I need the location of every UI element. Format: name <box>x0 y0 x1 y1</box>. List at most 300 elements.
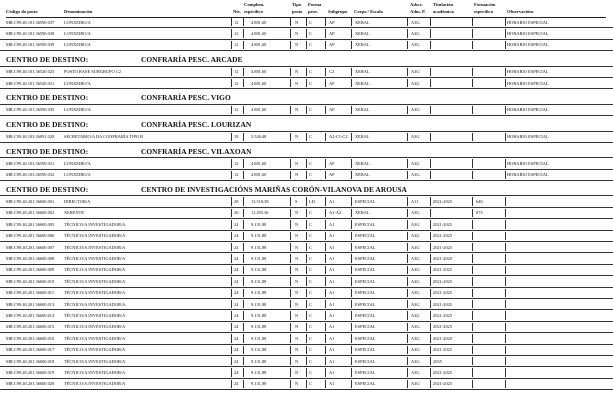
column-divider <box>290 266 291 274</box>
column-divider <box>505 68 506 76</box>
complemento-cell: 9.131,88 <box>251 312 267 318</box>
column-divider <box>231 29 232 37</box>
column-divider <box>472 311 473 319</box>
column-divider <box>325 171 326 179</box>
column-divider <box>430 68 431 76</box>
column-divider <box>290 254 291 262</box>
column-divider <box>306 232 307 240</box>
column-divider <box>505 346 506 354</box>
nivel-cell: 24 <box>234 347 239 353</box>
nivel-cell: 12 <box>234 160 239 166</box>
tipo-cell: N <box>295 324 299 330</box>
column-divider <box>306 243 307 251</box>
column-divider <box>407 29 408 37</box>
column-divider <box>306 323 307 331</box>
column-divider <box>243 346 244 354</box>
corpo-cell: XERAL <box>355 134 370 140</box>
codigo-cell: MR.C99.40.201.36600.011 <box>6 290 55 296</box>
column-divider <box>290 323 291 331</box>
column-divider <box>325 159 326 167</box>
column-divider <box>472 300 473 308</box>
tipo-cell: N <box>295 233 299 239</box>
column-divider <box>306 133 307 141</box>
adscr-cell: A3G <box>411 301 420 307</box>
denominacion-cell: LONXEIRO/A <box>64 42 91 48</box>
column-divider <box>306 357 307 365</box>
column-divider <box>505 18 506 26</box>
column-divider <box>290 380 291 388</box>
codigo-cell: MR.C99.40.101.36520.031 <box>6 80 55 86</box>
column-divider <box>243 68 244 76</box>
column-divider <box>351 68 352 76</box>
column-divider <box>325 368 326 376</box>
forma-cell: LD <box>309 199 315 205</box>
column-divider <box>351 41 352 49</box>
observacions-cell: HORARIO ESPECIAL <box>507 134 549 140</box>
destination-section <box>0 89 613 104</box>
column-divider <box>430 266 431 274</box>
adscr-cell: A3G <box>411 19 420 25</box>
column-divider <box>430 197 431 205</box>
subgrupo-cell: A1 <box>329 278 335 284</box>
column-divider <box>325 243 326 251</box>
column-divider <box>243 171 244 179</box>
column-divider <box>505 79 506 87</box>
observacions-cell: HORARIO ESPECIAL <box>507 107 549 113</box>
column-divider <box>290 29 291 37</box>
table-row <box>0 17 613 28</box>
nivel-cell: 12 <box>234 172 239 178</box>
denominacion-cell: TÉCNICO/A INVESTIGADOR/A <box>64 335 126 341</box>
header-nivel: Nív. <box>233 8 241 14</box>
column-divider <box>243 106 244 114</box>
adscr-cell: A3G <box>411 347 420 353</box>
forma-cell: C <box>309 134 312 140</box>
destination-name: CONFRARÍA PESC. LOURIZAN <box>141 120 252 130</box>
nivel-cell: 26 <box>234 210 239 216</box>
column-divider <box>351 232 352 240</box>
column-divider <box>430 334 431 342</box>
titulacion-cell: 2021-2025 <box>433 221 453 227</box>
titulacion-cell: 2021-2025 <box>433 244 453 250</box>
forma-cell: C <box>309 210 312 216</box>
corpo-cell: ESPECIAL <box>355 290 376 296</box>
codigo-cell: MR.C99.40.201.36600.014 <box>6 312 55 318</box>
column-divider <box>325 346 326 354</box>
forma-cell: C <box>309 69 312 75</box>
destination-name: CENTRO DE INVESTIGACIÓNS MARIÑAS CORÓN-VILANOVA DE AROUSA <box>141 185 407 195</box>
header-titulacion-2: académica <box>433 8 454 14</box>
column-divider <box>430 243 431 251</box>
destination-section <box>0 51 613 66</box>
subgrupo-cell: A1 <box>329 221 335 227</box>
header-complemento-1: Complem. <box>244 2 265 7</box>
column-divider <box>306 209 307 217</box>
titulacion-cell: 2021-2025 <box>433 335 453 341</box>
tipo-cell: N <box>295 312 299 318</box>
column-divider <box>325 357 326 365</box>
column-divider <box>290 220 291 228</box>
column-divider <box>231 254 232 262</box>
column-divider <box>351 106 352 114</box>
column-divider <box>243 368 244 376</box>
table-row <box>0 253 613 264</box>
codigo-cell: MR.C99.40.201.36600.005 <box>6 221 55 227</box>
corpo-cell: XERAL <box>355 80 370 86</box>
codigo-cell: MR.C99.40.201.36600.001 <box>6 199 55 205</box>
column-divider <box>231 68 232 76</box>
column-divider <box>325 232 326 240</box>
subgrupo-cell: AP <box>329 80 335 86</box>
column-divider <box>231 18 232 26</box>
column-divider <box>407 68 408 76</box>
header-corpo: Corpo / Escala <box>354 8 383 14</box>
column-divider <box>505 368 506 376</box>
table-body <box>0 17 613 390</box>
table-row <box>0 40 613 51</box>
nivel-cell: 24 <box>234 312 239 318</box>
column-divider <box>351 289 352 297</box>
column-divider <box>407 220 408 228</box>
corpo-cell: ESPECIAL <box>355 381 376 387</box>
forma-cell: C <box>309 244 312 250</box>
column-divider <box>243 266 244 274</box>
subgrupo-cell: A1 <box>329 290 335 296</box>
corpo-cell: ESPECIAL <box>355 221 376 227</box>
forma-cell: C <box>309 42 312 48</box>
adscr-cell: A3G <box>411 221 420 227</box>
codigo-cell: MR.C99.40.101.36590.037 <box>6 19 55 25</box>
column-divider <box>505 133 506 141</box>
adscr-cell: A3G <box>411 324 420 330</box>
column-divider <box>351 171 352 179</box>
denominacion-cell: TÉCNICO/A INVESTIGADOR/A <box>64 278 126 284</box>
column-divider <box>231 106 232 114</box>
destination-name: CONFRARÍA PESC. ARCADE <box>141 55 243 65</box>
column-divider <box>430 133 431 141</box>
column-divider <box>231 323 232 331</box>
column-divider <box>243 289 244 297</box>
column-divider <box>231 334 232 342</box>
complemento-cell: 11.295,36 <box>251 210 269 216</box>
titulacion-cell: 2021-2025 <box>433 199 453 205</box>
column-divider <box>231 220 232 228</box>
corpo-cell: XERAL <box>355 69 370 75</box>
table-row <box>0 196 613 207</box>
adscr-cell: A3G <box>411 256 420 262</box>
column-divider <box>325 380 326 388</box>
codigo-cell: MR.C99.40.101.36590.039 <box>6 42 55 48</box>
column-divider <box>231 380 232 388</box>
column-divider <box>505 311 506 319</box>
codigo-cell: MR.C99.40.201.36600.016 <box>6 335 55 341</box>
column-divider <box>430 29 431 37</box>
header-adscr-2: Adm. P. <box>410 8 426 14</box>
adscr-cell: A3G <box>411 80 420 86</box>
header-tipo-2: posto <box>292 8 303 14</box>
forma-cell: C <box>309 335 312 341</box>
column-divider <box>472 380 473 388</box>
column-divider <box>407 171 408 179</box>
column-divider <box>351 79 352 87</box>
header-tipo-1: Tipo <box>292 2 302 7</box>
table-row <box>0 333 613 344</box>
forma-cell: C <box>309 160 312 166</box>
column-divider <box>351 220 352 228</box>
forma-cell: C <box>309 221 312 227</box>
adscr-cell: A3G <box>411 172 420 178</box>
nivel-cell: 24 <box>234 267 239 273</box>
header-forma-2: prov. <box>308 8 318 14</box>
subgrupo-cell: A1 <box>329 301 335 307</box>
denominacion-cell: TÉCNICO/A INVESTIGADOR/A <box>64 381 126 387</box>
header-titulacion-1: Titulación <box>433 2 454 7</box>
subgrupo-cell: A1 <box>329 347 335 353</box>
denominacion-cell: XERENTE <box>64 210 84 216</box>
forma-cell: C <box>309 290 312 296</box>
column-divider <box>325 68 326 76</box>
column-divider <box>290 133 291 141</box>
nivel-cell: 24 <box>234 278 239 284</box>
titulacion-cell: 2021-2025 <box>433 290 453 296</box>
column-divider <box>231 311 232 319</box>
tipo-cell: N <box>295 221 299 227</box>
column-divider <box>472 323 473 331</box>
forma-cell: C <box>309 301 312 307</box>
nivel-cell: 24 <box>234 381 239 387</box>
corpo-cell: ESPECIAL <box>355 244 376 250</box>
column-divider <box>505 323 506 331</box>
column-divider <box>472 18 473 26</box>
column-divider <box>306 311 307 319</box>
tipo-cell: S <box>295 199 298 205</box>
subgrupo-cell: AP <box>329 19 335 25</box>
column-divider <box>325 133 326 141</box>
column-divider <box>472 41 473 49</box>
column-divider <box>351 159 352 167</box>
subgrupo-cell: A1 <box>329 256 335 262</box>
adscr-cell: A3G <box>411 160 420 166</box>
complemento-cell: 13.518,38 <box>251 199 269 205</box>
header-observacions: Observacións <box>507 8 534 14</box>
corpo-cell: XERAL <box>355 160 370 166</box>
table-row <box>0 67 613 78</box>
column-divider <box>505 220 506 228</box>
column-divider <box>243 243 244 251</box>
complemento-cell: 4.881,60 <box>251 160 267 166</box>
codigo-cell: MR.C99.40.201.36600.019 <box>6 369 55 375</box>
column-divider <box>306 220 307 228</box>
column-divider <box>231 232 232 240</box>
destination-label: CENTRO DE DESTINO: <box>6 146 89 156</box>
column-divider <box>351 346 352 354</box>
nivel-cell: 28 <box>234 199 239 205</box>
titulacion-cell: 2021-2025 <box>433 324 453 330</box>
tipo-cell: N <box>295 358 299 364</box>
observacions-cell: HORARIO ESPECIAL <box>507 30 549 36</box>
complemento-cell: 9.131,88 <box>251 290 267 296</box>
column-divider <box>407 323 408 331</box>
column-divider <box>407 368 408 376</box>
observacions-cell: HORARIO ESPECIAL <box>507 80 549 86</box>
column-divider <box>430 106 431 114</box>
column-divider <box>472 106 473 114</box>
column-divider <box>407 334 408 342</box>
destination-label: CENTRO DE DESTINO: <box>6 120 89 130</box>
column-divider <box>243 334 244 342</box>
header-adscr-1: Adscr. <box>410 2 423 7</box>
titulacion-cell: 2021-2025 <box>433 347 453 353</box>
column-divider <box>290 159 291 167</box>
table-row <box>0 105 613 116</box>
corpo-cell: ESPECIAL <box>355 358 376 364</box>
subgrupo-cell: A1 <box>329 267 335 273</box>
column-divider <box>325 277 326 285</box>
column-divider <box>505 41 506 49</box>
table-row <box>0 28 613 39</box>
header-complemento-2: específico <box>244 8 263 14</box>
column-divider <box>472 357 473 365</box>
complemento-cell: 4.881,60 <box>251 30 267 36</box>
column-divider <box>351 29 352 37</box>
table-row <box>0 265 613 276</box>
table-row <box>0 276 613 287</box>
tipo-cell: N <box>295 347 299 353</box>
column-divider <box>407 159 408 167</box>
column-divider <box>243 29 244 37</box>
column-divider <box>430 18 431 26</box>
nivel-cell: 12 <box>234 30 239 36</box>
subgrupo-cell: A1 <box>329 199 335 205</box>
denominacion-cell: TÉCNICO/A INVESTIGADOR/A <box>64 358 126 364</box>
nivel-cell: 24 <box>234 369 239 375</box>
header-denominacion: Denominación <box>64 8 93 14</box>
denominacion-cell: SECRETARIO/A DA CONFRARÍA TIPO B <box>64 134 144 140</box>
column-divider <box>243 159 244 167</box>
denominacion-cell: TÉCNICO/A INVESTIGADOR/A <box>64 312 126 318</box>
subgrupo-cell: AP <box>329 172 335 178</box>
denominacion-cell: POSTO BASE SUBGRUPO C2 <box>64 69 121 75</box>
corpo-cell: XERAL <box>355 30 370 36</box>
column-divider <box>407 277 408 285</box>
column-divider <box>231 159 232 167</box>
denominacion-cell: DIRECTOR/A <box>64 199 91 205</box>
observacions-cell: HORARIO ESPECIAL <box>507 42 549 48</box>
observacions-cell: HORARIO ESPECIAL <box>507 160 549 166</box>
codigo-cell: MR.C99.40.201.36600.017 <box>6 347 55 353</box>
corpo-cell: XERAL <box>355 172 370 178</box>
column-divider <box>325 311 326 319</box>
column-divider <box>290 300 291 308</box>
column-divider <box>472 266 473 274</box>
codigo-cell: MR.C99.40.201.36600.008 <box>6 256 55 262</box>
column-divider <box>430 209 431 217</box>
corpo-cell: ESPECIAL <box>355 278 376 284</box>
column-divider <box>407 266 408 274</box>
codigo-cell: MR.C99.40.101.36590.038 <box>6 30 55 36</box>
column-divider <box>231 209 232 217</box>
observacions-cell: HORARIO ESPECIAL <box>507 19 549 25</box>
column-divider <box>505 243 506 251</box>
column-divider <box>472 346 473 354</box>
column-divider <box>505 29 506 37</box>
adscr-cell: A3G <box>411 312 420 318</box>
column-divider <box>325 106 326 114</box>
tipo-cell: N <box>295 160 299 166</box>
column-divider <box>407 311 408 319</box>
column-divider <box>351 300 352 308</box>
corpo-cell: ESPECIAL <box>355 347 376 353</box>
column-divider <box>243 18 244 26</box>
column-divider <box>243 197 244 205</box>
column-divider <box>505 380 506 388</box>
codigo-cell: MR.C99.40.103.36590.031 <box>6 160 55 166</box>
column-divider <box>306 300 307 308</box>
nivel-cell: 24 <box>234 256 239 262</box>
column-divider <box>472 289 473 297</box>
denominacion-cell: LONXEIRO/A <box>64 172 91 178</box>
column-divider <box>231 368 232 376</box>
column-divider <box>407 380 408 388</box>
column-divider <box>505 277 506 285</box>
codigo-cell: MR.C99.40.201.36600.009 <box>6 267 55 273</box>
column-divider <box>505 171 506 179</box>
forma-cell: C <box>309 256 312 262</box>
column-divider <box>231 197 232 205</box>
column-divider <box>472 232 473 240</box>
column-divider <box>243 220 244 228</box>
column-divider <box>351 277 352 285</box>
codigo-cell: MR.C99.40.201.36600.010 <box>6 278 55 284</box>
column-divider <box>505 232 506 240</box>
forma-cell: C <box>309 312 312 318</box>
column-divider <box>472 220 473 228</box>
codigo-cell: MR.C99.40.201.36600.002 <box>6 210 55 216</box>
complemento-cell: 9.131,88 <box>251 358 267 364</box>
column-divider <box>351 18 352 26</box>
titulacion-cell: 2021-2025 <box>433 256 453 262</box>
column-divider <box>430 357 431 365</box>
adscr-cell: A3G <box>411 290 420 296</box>
table-row <box>0 219 613 230</box>
subgrupo-cell: C2 <box>329 69 335 75</box>
codigo-cell: MR.C99.40.201.36600.006 <box>6 233 55 239</box>
column-divider <box>472 197 473 205</box>
complemento-cell: 4.881,60 <box>251 69 267 75</box>
column-divider <box>472 254 473 262</box>
tipo-cell: N <box>295 134 299 140</box>
subgrupo-cell: A1 <box>329 369 335 375</box>
column-divider <box>430 368 431 376</box>
corpo-cell: ESPECIAL <box>355 312 376 318</box>
denominacion-cell: TÉCNICO/A INVESTIGADOR/A <box>64 347 126 353</box>
column-divider <box>325 197 326 205</box>
column-divider <box>325 79 326 87</box>
subgrupo-cell: A1-A2 <box>329 210 342 216</box>
tipo-cell: N <box>295 107 299 113</box>
table-row <box>0 158 613 169</box>
column-divider <box>325 323 326 331</box>
column-divider <box>407 18 408 26</box>
column-divider <box>306 159 307 167</box>
header-forma-1: Forma <box>308 2 322 7</box>
codigo-cell: MR.C99.40.101.36520.025 <box>6 69 55 75</box>
nivel-cell: 24 <box>234 358 239 364</box>
column-divider <box>407 243 408 251</box>
adscr-cell: A3G <box>411 134 420 140</box>
table-row <box>0 288 613 299</box>
column-divider <box>351 334 352 342</box>
